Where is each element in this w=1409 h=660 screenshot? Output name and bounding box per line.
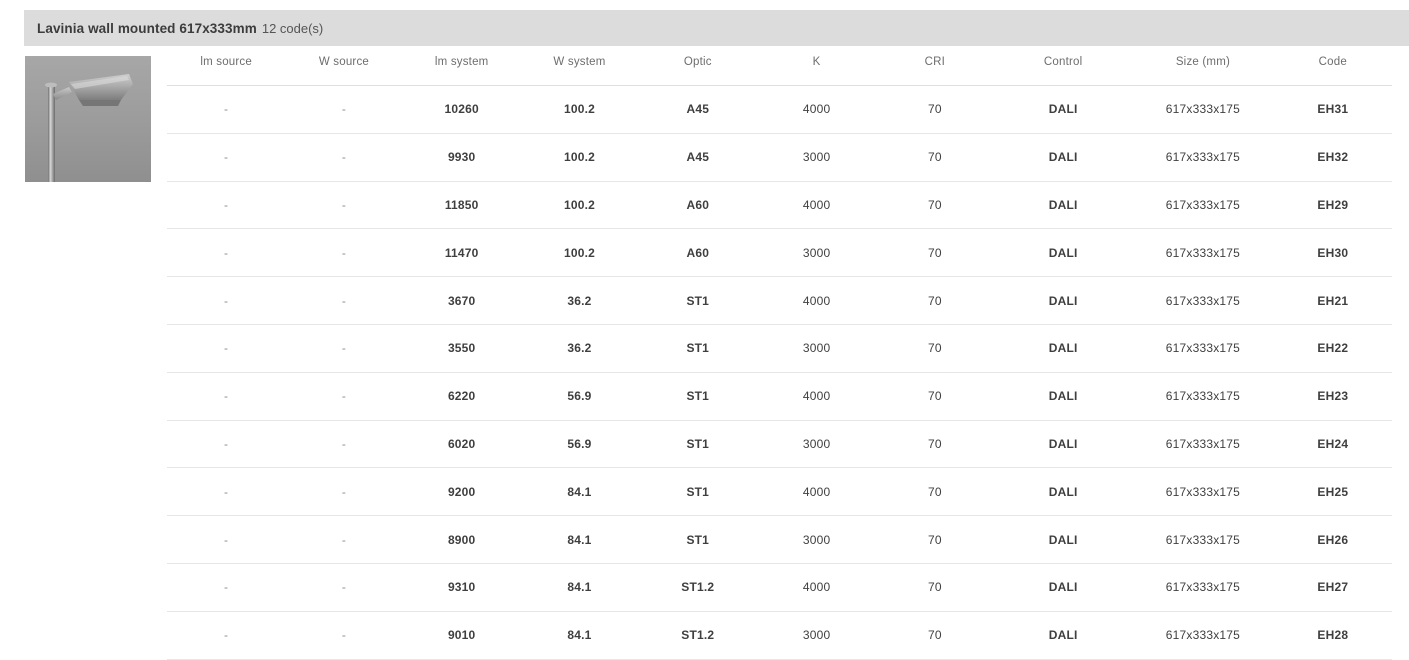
cell-code: EH27 <box>1274 563 1392 611</box>
cell-w-source: - <box>285 277 402 325</box>
table-row[interactable] <box>167 181 1392 229</box>
cell-w-system: 84.1 <box>521 563 638 611</box>
cell-lm-source: - <box>167 324 285 372</box>
cell-w-system: 100.2 <box>521 229 638 277</box>
luminaire-illustration <box>25 56 151 182</box>
cell-lm-source: - <box>167 229 285 277</box>
table-row[interactable] <box>167 277 1392 325</box>
cell-cri: 70 <box>876 277 994 325</box>
cell-cri: 70 <box>876 229 994 277</box>
table-header-row <box>167 56 1392 86</box>
column-header-w-system: W system <box>521 56 638 86</box>
table-row[interactable] <box>167 372 1392 420</box>
product-header-bar <box>24 10 1409 46</box>
cell-w-source: - <box>285 516 402 564</box>
cell-k: 4000 <box>757 372 875 420</box>
cell-lm-system: 10260 <box>403 86 521 134</box>
cell-control: DALI <box>994 468 1132 516</box>
cell-w-system: 100.2 <box>521 133 638 181</box>
cell-lm-source: - <box>167 420 285 468</box>
cell-control: DALI <box>994 229 1132 277</box>
cell-lm-system: 6220 <box>403 372 521 420</box>
cell-w-system: 100.2 <box>521 86 638 134</box>
cell-control: DALI <box>994 133 1132 181</box>
cell-optic: A45 <box>638 86 757 134</box>
cell-code: EH28 <box>1274 611 1392 659</box>
cell-k: 4000 <box>757 563 875 611</box>
cell-cri: 70 <box>876 324 994 372</box>
cell-control: DALI <box>994 324 1132 372</box>
table-row[interactable] <box>167 133 1392 181</box>
table-row[interactable] <box>167 516 1392 564</box>
cell-control: DALI <box>994 181 1132 229</box>
cell-w-source: - <box>285 86 402 134</box>
cell-code: EH30 <box>1274 229 1392 277</box>
cell-lm-source: - <box>167 86 285 134</box>
cell-lm-system: 9200 <box>403 468 521 516</box>
cell-lm-system: 3550 <box>403 324 521 372</box>
cell-optic: ST1 <box>638 468 757 516</box>
cell-w-system: 84.1 <box>521 611 638 659</box>
cell-k: 4000 <box>757 277 875 325</box>
cell-optic: ST1 <box>638 372 757 420</box>
code-count-label: 12 code(s) <box>261 20 324 36</box>
cell-code: EH26 <box>1274 516 1392 564</box>
cell-w-source: - <box>285 324 402 372</box>
cell-k: 3000 <box>757 324 875 372</box>
cell-optic: A60 <box>638 229 757 277</box>
cell-code: EH31 <box>1274 86 1392 134</box>
column-header-control: Control <box>994 56 1132 86</box>
cell-optic: ST1.2 <box>638 563 757 611</box>
column-header-optic: Optic <box>638 56 757 86</box>
table-row[interactable] <box>167 86 1392 134</box>
cell-optic: ST1.2 <box>638 611 757 659</box>
cell-cri: 70 <box>876 86 994 134</box>
table-row[interactable] <box>167 229 1392 277</box>
cell-k: 3000 <box>757 611 875 659</box>
cell-control: DALI <box>994 86 1132 134</box>
cell-lm-system: 11470 <box>403 229 521 277</box>
cell-lm-source: - <box>167 611 285 659</box>
cell-code: EH25 <box>1274 468 1392 516</box>
cell-w-source: - <box>285 372 402 420</box>
column-header-w-source: W source <box>285 56 402 86</box>
table-row[interactable] <box>167 611 1392 659</box>
column-header-k: K <box>757 56 875 86</box>
cell-size: 617x333x175 <box>1132 324 1273 372</box>
cell-control: DALI <box>994 516 1132 564</box>
cell-cri: 70 <box>876 611 994 659</box>
cell-lm-system: 9010 <box>403 611 521 659</box>
cell-optic: A45 <box>638 133 757 181</box>
table-row[interactable] <box>167 468 1392 516</box>
cell-cri: 70 <box>876 133 994 181</box>
cell-optic: A60 <box>638 181 757 229</box>
cell-code: EH32 <box>1274 133 1392 181</box>
cell-code: EH24 <box>1274 420 1392 468</box>
cell-code: EH29 <box>1274 181 1392 229</box>
column-header-lm-source: lm source <box>167 56 285 86</box>
cell-cri: 70 <box>876 420 994 468</box>
table-row[interactable] <box>167 324 1392 372</box>
cell-w-source: - <box>285 133 402 181</box>
cell-control: DALI <box>994 563 1132 611</box>
cell-size: 617x333x175 <box>1132 516 1273 564</box>
cell-optic: ST1 <box>638 420 757 468</box>
cell-lm-system: 11850 <box>403 181 521 229</box>
cell-w-source: - <box>285 468 402 516</box>
column-header-cri: CRI <box>876 56 994 86</box>
cell-w-source: - <box>285 420 402 468</box>
cell-size: 617x333x175 <box>1132 229 1273 277</box>
cell-code: EH22 <box>1274 324 1392 372</box>
cell-size: 617x333x175 <box>1132 611 1273 659</box>
cell-w-system: 36.2 <box>521 277 638 325</box>
cell-k: 4000 <box>757 86 875 134</box>
cell-lm-system: 6020 <box>403 420 521 468</box>
cell-optic: ST1 <box>638 277 757 325</box>
cell-w-system: 56.9 <box>521 372 638 420</box>
cell-lm-source: - <box>167 516 285 564</box>
cell-lm-source: - <box>167 563 285 611</box>
cell-w-source: - <box>285 229 402 277</box>
column-header-lm-system: lm system <box>403 56 521 86</box>
cell-lm-source: - <box>167 468 285 516</box>
cell-k: 4000 <box>757 181 875 229</box>
cell-size: 617x333x175 <box>1132 563 1273 611</box>
cell-size: 617x333x175 <box>1132 133 1273 181</box>
cell-k: 3000 <box>757 133 875 181</box>
cell-w-system: 56.9 <box>521 420 638 468</box>
column-header-size: Size (mm) <box>1132 56 1273 86</box>
cell-k: 3000 <box>757 516 875 564</box>
cell-lm-system: 8900 <box>403 516 521 564</box>
cell-code: EH23 <box>1274 372 1392 420</box>
cell-size: 617x333x175 <box>1132 420 1273 468</box>
cell-cri: 70 <box>876 563 994 611</box>
cell-w-source: - <box>285 563 402 611</box>
cell-w-system: 84.1 <box>521 516 638 564</box>
cell-w-source: - <box>285 611 402 659</box>
cell-control: DALI <box>994 611 1132 659</box>
cell-optic: ST1 <box>638 516 757 564</box>
cell-cri: 70 <box>876 372 994 420</box>
cell-control: DALI <box>994 277 1132 325</box>
cell-cri: 70 <box>876 181 994 229</box>
cell-size: 617x333x175 <box>1132 468 1273 516</box>
cell-lm-system: 9930 <box>403 133 521 181</box>
cell-lm-system: 9310 <box>403 563 521 611</box>
cell-size: 617x333x175 <box>1132 86 1273 134</box>
cell-lm-source: - <box>167 372 285 420</box>
table-header <box>167 56 1392 86</box>
cell-w-system: 84.1 <box>521 468 638 516</box>
cell-k: 3000 <box>757 420 875 468</box>
cell-size: 617x333x175 <box>1132 372 1273 420</box>
cell-control: DALI <box>994 420 1132 468</box>
specification-table <box>167 56 1392 660</box>
product-image <box>25 56 151 182</box>
cell-k: 3000 <box>757 229 875 277</box>
table-body <box>167 86 1392 660</box>
cell-lm-source: - <box>167 181 285 229</box>
cell-size: 617x333x175 <box>1132 181 1273 229</box>
cell-code: EH21 <box>1274 277 1392 325</box>
cell-lm-source: - <box>167 133 285 181</box>
cell-w-source: - <box>285 181 402 229</box>
cell-optic: ST1 <box>638 324 757 372</box>
cell-size: 617x333x175 <box>1132 277 1273 325</box>
cell-control: DALI <box>994 372 1132 420</box>
cell-lm-system: 3670 <box>403 277 521 325</box>
cell-w-system: 100.2 <box>521 181 638 229</box>
column-header-code: Code <box>1274 56 1392 86</box>
cell-w-system: 36.2 <box>521 324 638 372</box>
page-title: Lavinia wall mounted 617x333mm <box>37 20 257 36</box>
table-row[interactable] <box>167 420 1392 468</box>
cell-k: 4000 <box>757 468 875 516</box>
table-row[interactable] <box>167 563 1392 611</box>
specification-table-container <box>167 56 1392 660</box>
cell-lm-source: - <box>167 277 285 325</box>
cell-cri: 70 <box>876 468 994 516</box>
cell-cri: 70 <box>876 516 994 564</box>
